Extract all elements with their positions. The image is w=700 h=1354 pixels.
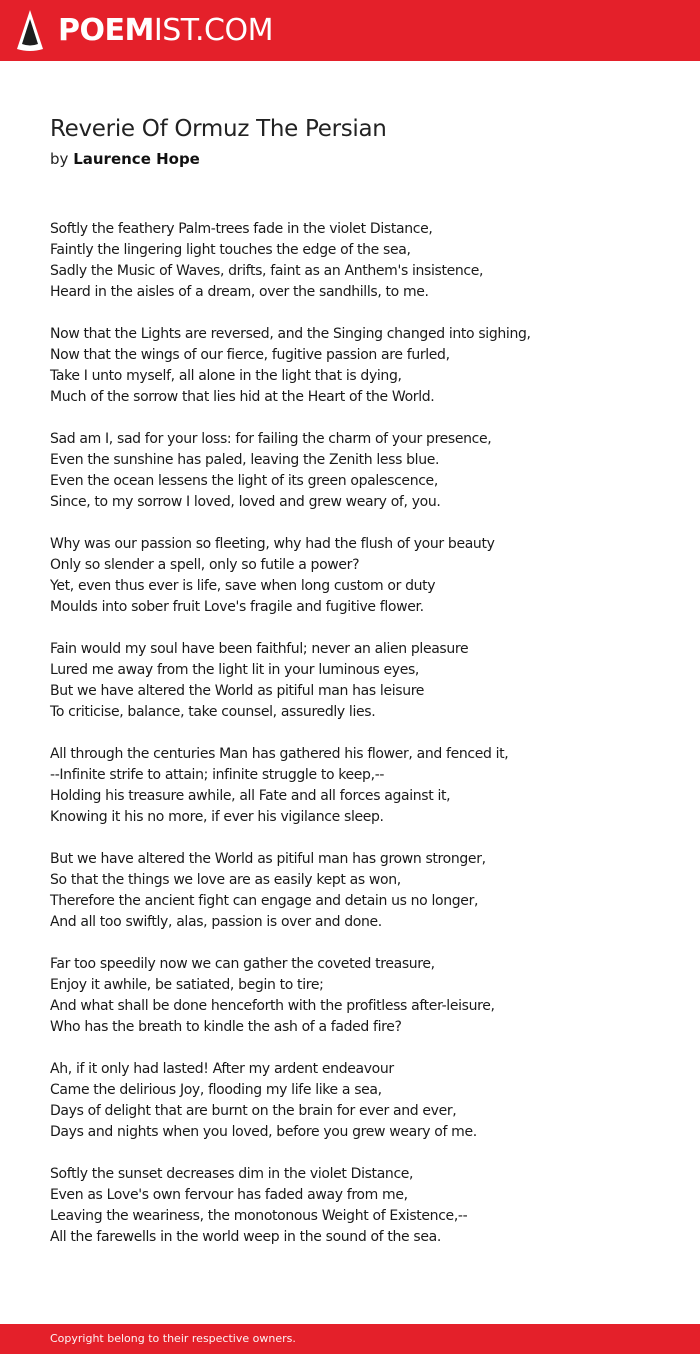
- poem-line: Only so slender a spell, only so futile a power?: [50, 557, 360, 573]
- poem-line: Even as Love's own fervour has faded away from me,: [50, 1187, 408, 1203]
- poem-line: Knowing it his no more, if ever his vigilance sleep.: [50, 809, 384, 825]
- poem-line: Softly the feathery Palm-trees fade in the violet Distance,: [50, 221, 433, 237]
- poem-line: Far too speedily now we can gather the coveted treasure,: [50, 956, 435, 972]
- copyright-notice: Copyright belong to their respective owners.: [50, 1332, 296, 1345]
- poem-line: Yet, even thus ever is life, save when long custom or duty: [50, 578, 436, 594]
- poem-body: [50, 219, 670, 1269]
- poem-line: Faintly the lingering light touches the edge of the sea,: [50, 242, 411, 258]
- stanza: [50, 1059, 670, 1143]
- site-footer: [0, 1324, 700, 1354]
- poem-line: Softly the sunset decreases dim in the violet Distance,: [50, 1166, 414, 1182]
- stanza: [50, 849, 670, 933]
- poem-line: Ah, if it only had lasted! After my ardent endeavour: [50, 1061, 394, 1077]
- stanza: [50, 219, 670, 303]
- byline: [50, 150, 200, 168]
- poem-line: To criticise, balance, take counsel, assuredly lies.: [50, 704, 376, 720]
- poem-line: Sad am I, sad for your loss: for failing the charm of your presence,: [50, 431, 492, 447]
- poem-line: And all too swiftly, alas, passion is over and done.: [50, 914, 382, 930]
- poem-line: Who has the breath to kindle the ash of a faded fire?: [50, 1019, 402, 1035]
- poem-line: --Infinite strife to attain; infinite struggle to keep,--: [50, 767, 385, 783]
- poem-line: So that the things we love are as easily kept as won,: [50, 872, 401, 888]
- by-label: by: [50, 150, 69, 168]
- stanza: [50, 324, 670, 408]
- poem-line: Enjoy it awhile, be satiated, begin to tire;: [50, 977, 324, 993]
- author-link[interactable]: Laurence Hope: [73, 150, 200, 168]
- stanza: [50, 639, 670, 723]
- poem-line: Moulds into sober fruit Love's fragile and fugitive flower.: [50, 599, 424, 615]
- pencil-logo-icon: [16, 9, 44, 53]
- poem-line: Why was our passion so fleeting, why had the flush of your beauty: [50, 536, 495, 552]
- poem-line: Sadly the Music of Waves, drifts, faint as an Anthem's insistence,: [50, 263, 484, 279]
- poem-line: But we have altered the World as pitiful man has grown stronger,: [50, 851, 486, 867]
- poem-line: Fain would my soul have been faithful; never an alien pleasure: [50, 641, 469, 657]
- poem-line: Take I unto myself, all alone in the light that is dying,: [50, 368, 402, 384]
- stanza: [50, 1164, 670, 1248]
- poem-line: Days and nights when you loved, before you grew weary of me.: [50, 1124, 477, 1140]
- stanza: [50, 954, 670, 1038]
- poem-line: Holding his treasure awhile, all Fate and all forces against it,: [50, 788, 451, 804]
- poem-line: Even the sunshine has paled, leaving the Zenith less blue.: [50, 452, 440, 468]
- poem-line: Came the delirious Joy, flooding my life like a sea,: [50, 1082, 382, 1098]
- poem-line: Heard in the aisles of a dream, over the sandhills, to me.: [50, 284, 429, 300]
- poem-line: All the farewells in the world weep in the sound of the sea.: [50, 1229, 441, 1245]
- logo-light-text: IST.COM: [153, 13, 273, 48]
- stanza: [50, 744, 670, 828]
- poem-title: Reverie Of Ormuz The Persian: [50, 116, 387, 142]
- poem-line: Days of delight that are burnt on the brain for ever and ever,: [50, 1103, 457, 1119]
- poem-line: Since, to my sorrow I loved, loved and grew weary of, you.: [50, 494, 441, 510]
- site-logo-text: [58, 13, 273, 48]
- poem-line: But we have altered the World as pitiful man has leisure: [50, 683, 425, 699]
- poem-line: Much of the sorrow that lies hid at the Heart of the World.: [50, 389, 435, 405]
- site-header: [0, 0, 700, 61]
- logo-strong-text: POEM: [58, 13, 154, 48]
- poem-line: Lured me away from the light lit in your luminous eyes,: [50, 662, 420, 678]
- poem-line: All through the centuries Man has gathered his flower, and fenced it,: [50, 746, 509, 762]
- poem-line: Leaving the weariness, the monotonous Weight of Existence,--: [50, 1208, 468, 1224]
- stanza: [50, 534, 670, 618]
- stanza: [50, 429, 670, 513]
- poem-line: And what shall be done henceforth with the profitless after-leisure,: [50, 998, 495, 1014]
- poem-line: Now that the wings of our fierce, fugitive passion are furled,: [50, 347, 450, 363]
- poem-line: Even the ocean lessens the light of its green opalescence,: [50, 473, 438, 489]
- site-logo-link[interactable]: [16, 8, 273, 54]
- poem-line: Therefore the ancient fight can engage and detain us no longer,: [50, 893, 479, 909]
- poem-line: Now that the Lights are reversed, and the Singing changed into sighing,: [50, 326, 531, 342]
